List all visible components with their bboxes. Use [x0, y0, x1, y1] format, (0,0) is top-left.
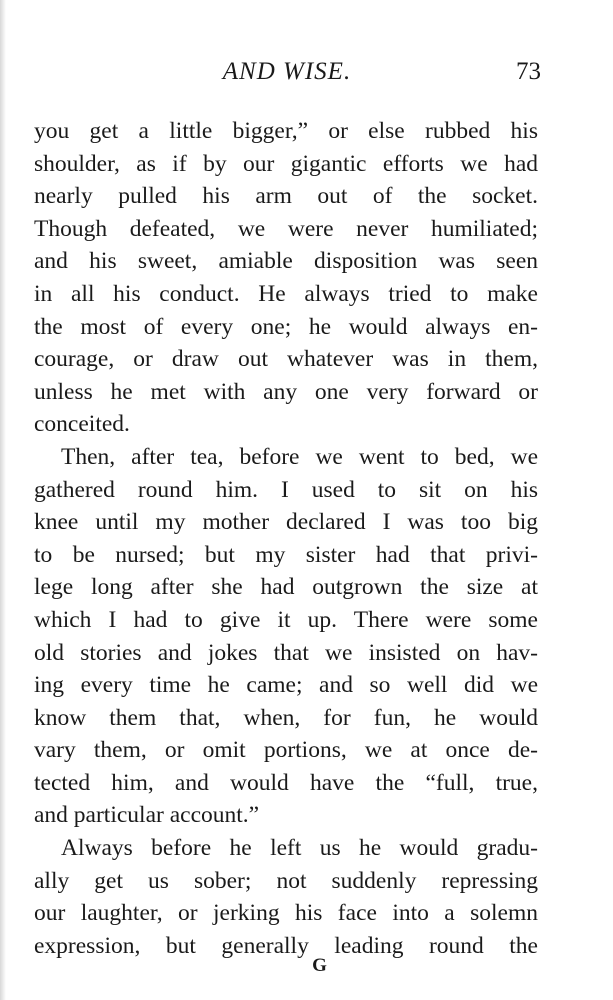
text-line: conceited. [34, 411, 130, 438]
text-line: and his sweet, amiable disposition was seen [34, 248, 538, 275]
text-line: to be nursed; but my sister had that privi- [34, 541, 538, 568]
running-title: AND WISE. [222, 58, 352, 85]
text-line: the most of every one; he would always en- [34, 313, 538, 340]
text-line: knee until my mother declared I was too big [34, 509, 538, 536]
text-line: unless he met with any one very forward or [34, 378, 538, 405]
text-line: Though defeated, we were never humiliated; [34, 215, 538, 242]
text-line: courage, or draw out whatever was in them, [34, 346, 538, 373]
running-head [34, 58, 540, 92]
text-line: in all his conduct. He always tried to make [34, 280, 538, 307]
text-line: tected him, and would have the “full, true, [34, 769, 538, 796]
page-number: 73 [516, 58, 541, 85]
text-line: expression, but generally leading round the [34, 932, 538, 959]
text-line: shoulder, as if by our gigantic efforts we had [34, 150, 538, 177]
text-line: know them that, when, for fun, he would [34, 704, 538, 731]
text-line: you get a little bigger,” or else rubbed his [34, 118, 538, 144]
text-line: our laughter, or jerking his face into a solemn [34, 900, 538, 927]
text-line: old stories and jokes that we insisted on hav- [34, 639, 538, 666]
text-line: nearly pulled his arm out of the socket. [34, 183, 538, 210]
signature-mark: G [312, 955, 327, 976]
text-line: lege long after she had outgrown the size at [34, 574, 538, 601]
text-line: vary them, or omit portions, we at once de- [34, 737, 538, 764]
text-line: gathered round him. I used to sit on his [34, 476, 538, 503]
text-line: ing every time he came; and so well did we [34, 672, 538, 699]
text-line: Always before he left us he would gradu- [61, 835, 538, 862]
body-text [34, 115, 538, 962]
text-line: which I had to give it up. There were some [34, 606, 538, 633]
text-line: Then, after tea, before we went to bed, we [61, 443, 538, 470]
text-line: and particular account.” [34, 802, 260, 829]
text-line: ally get us sober; not suddenly repressing [34, 867, 538, 894]
